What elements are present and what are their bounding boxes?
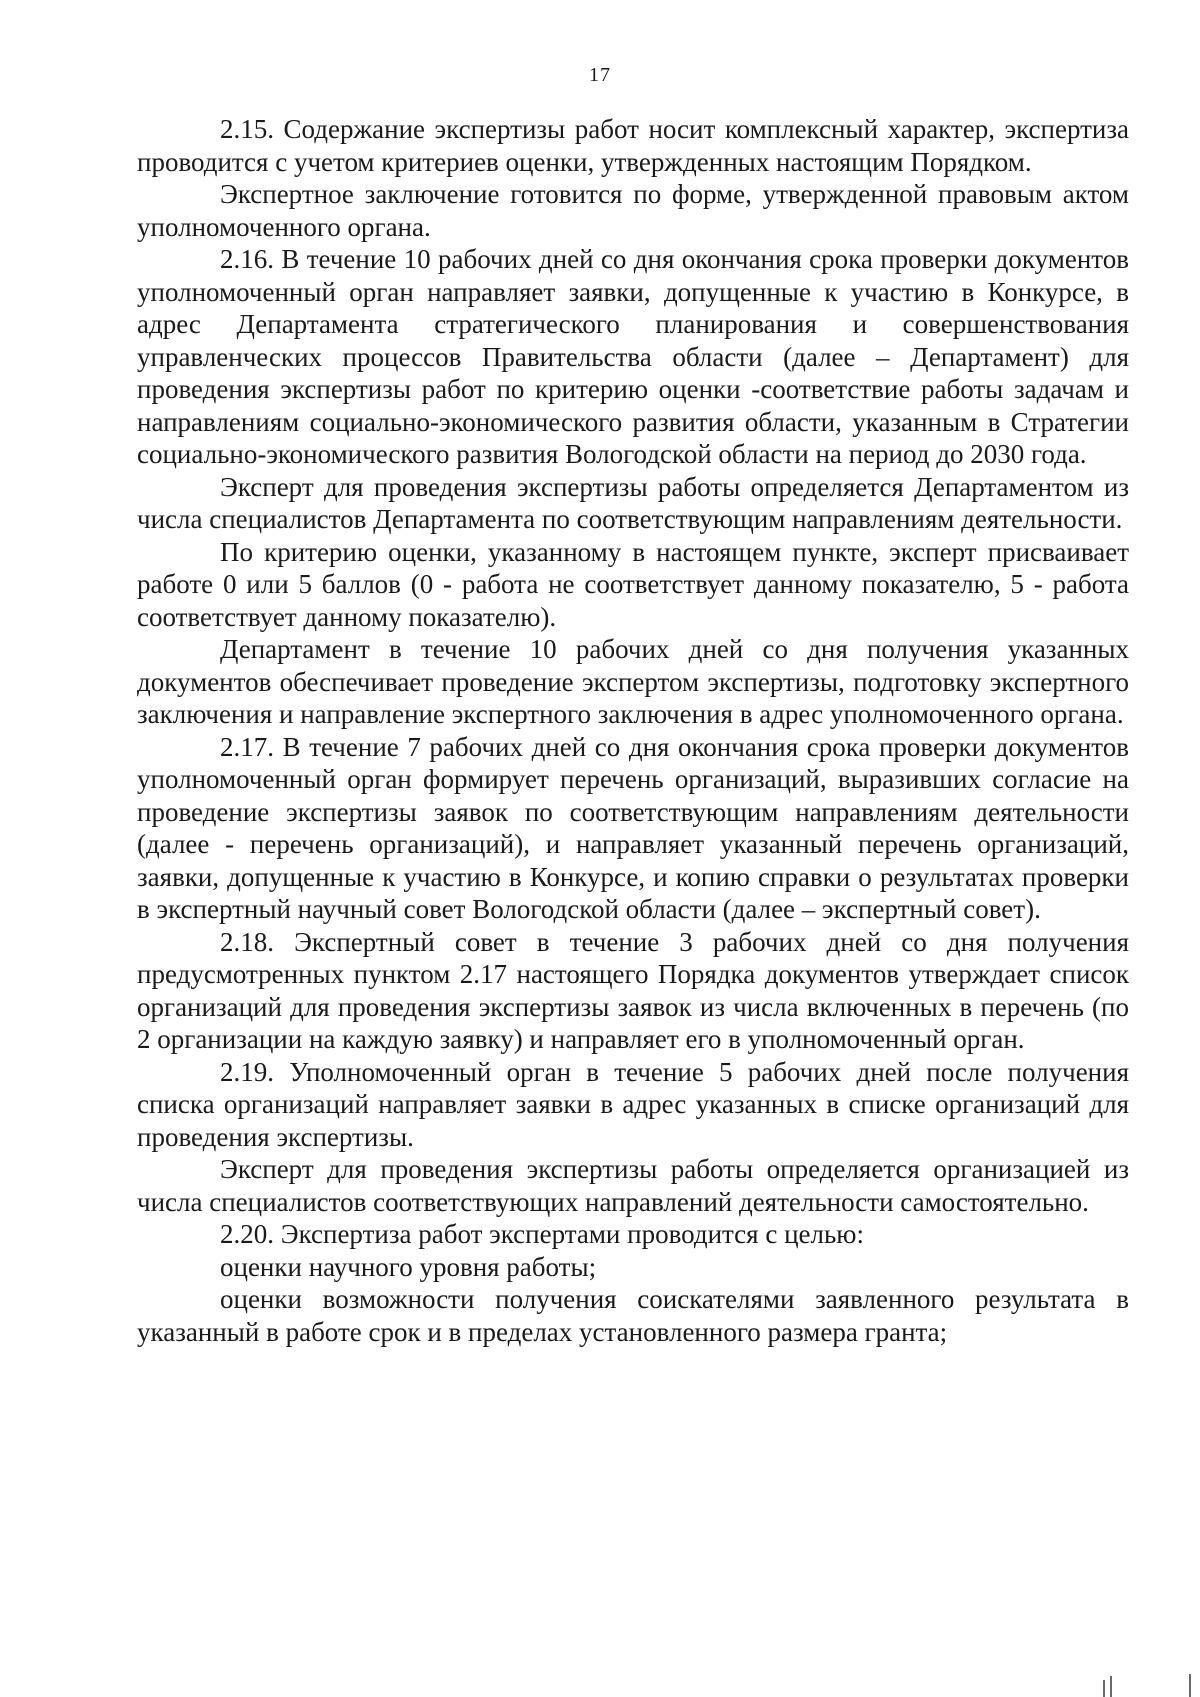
- paragraph-scoring: По критерию оценки, указанному в настоящем пункте, эксперт присваивает работе 0 или 5 баллов (0 - работа не соответствует данному показателю, 5 - работа соответствует данному показателю).: [137, 536, 1129, 632]
- paragraph-2-17: 2.17. В течение 7 рабочих дней со дня окончания срока проверки документов уполномоченный орган формирует перечень организаций, выразивших согласие на проведение экспертизы заявок по соответствующим направлениям деятельности (далее - перечень организаций), и направляет указанный перечень организаций, заявки, допущенные к участию в Конкурсе, и копию справки о результатах проверки в экспертный научный совет Вологодской области (далее – экспертный совет).: [137, 731, 1129, 924]
- scan-artifact: [1103, 1680, 1105, 1697]
- list-item-result-feasibility: оценки возможности получения соискателями заявленного результата в указанный в работе срок и в пределах установленного размера гранта;: [137, 1284, 1129, 1347]
- scan-artifact: [1189, 1674, 1191, 1697]
- page-number: 17: [589, 64, 611, 86]
- scan-artifact: [1110, 1676, 1112, 1697]
- paragraph-2-16: 2.16. В течение 10 рабочих дней со дня окончания срока проверки документов уполномоченный орган направляет заявки, допущенные к участию в Конкурсе, в адрес Департамента стратегического планирования и совершенствования управленческих процессов Правительства области (далее – Департамент) для проведения экспертизы работ по критерию оценки -соответствие работы задачам и направлениям социально-экономического развития области, указанным в Стратегии социально-экономического развития Вологодской области на период до 2030 года.: [137, 244, 1129, 469]
- paragraph-2-18: 2.18. Экспертный совет в течение 3 рабочих дней со дня получения предусмотренных пунктом 2.17 настоящего Порядка документов утверждает список организаций для проведения экспертизы заявок из числа включенных в перечень (по 2 организации на каждую заявку) и направляет его в уполномоченный орган.: [137, 926, 1129, 1054]
- paragraph-2-20: 2.20. Экспертиза работ экспертами проводится с целью:: [220, 1219, 864, 1249]
- list-item-scientific-level: оценки научного уровня работы;: [220, 1251, 597, 1282]
- paragraph-2-15: 2.15. Содержание экспертизы работ носит комплексный характер, экспертиза проводится с учетом критериев оценки, утвержденных настоящим Порядком.: [137, 114, 1129, 177]
- paragraph-expert-by-department: Эксперт для проведения экспертизы работы определяется Департаментом из числа специалистов Департамента по соответствующим направлениям деятельности.: [137, 471, 1129, 534]
- paragraph-2-19: 2.19. Уполномоченный орган в течение 5 рабочих дней после получения списка организаций направляет заявки в адрес указанных в списке организаций для проведения экспертизы.: [137, 1056, 1129, 1152]
- paragraph-department-deadline: Департамент в течение 10 рабочих дней со дня получения указанных документов обеспечивает проведение экспертом экспертизы, подготовку экспертного заключения и направление экспертного заключения в адрес уполномоченного органа.: [137, 634, 1129, 729]
- paragraph-expert-by-organization: Эксперт для проведения экспертизы работы определяется организацией из числа специалистов соответствующих направлений деятельности самостоятельно.: [137, 1154, 1129, 1217]
- document-body: [137, 113, 1129, 1348]
- paragraph-expert-conclusion-form: Экспертное заключение готовится по форме, утвержденной правовым актом уполномоченного органа.: [137, 179, 1129, 242]
